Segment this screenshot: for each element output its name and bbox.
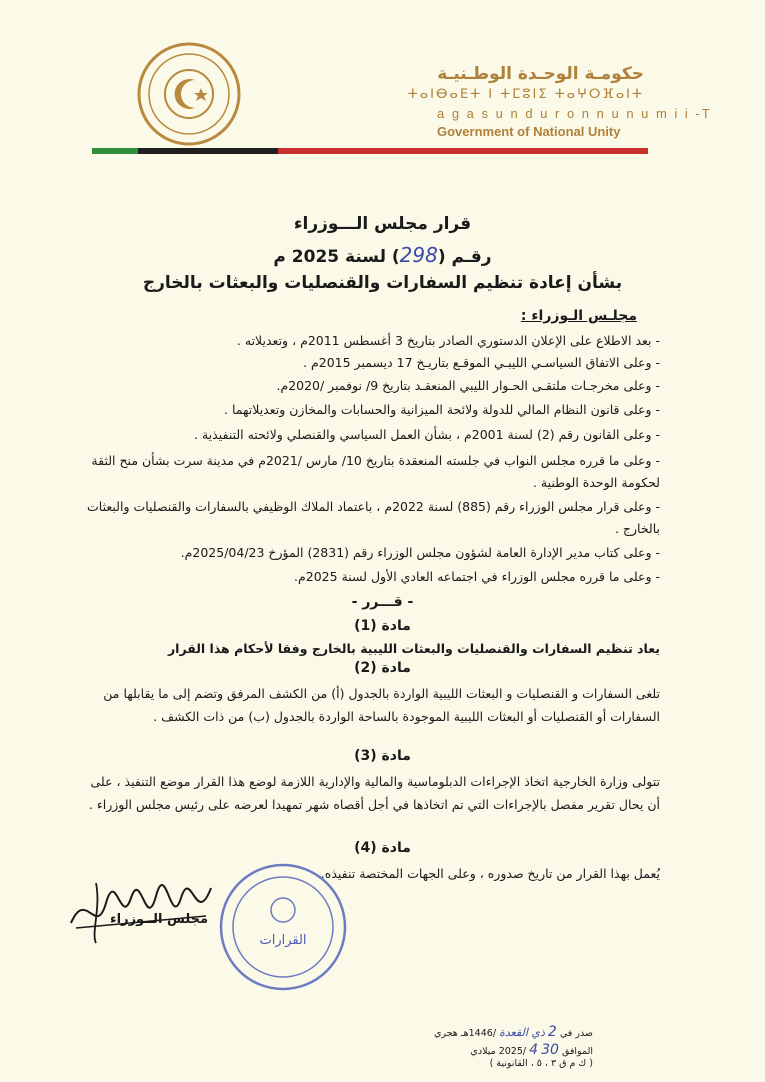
decision-title: قرار مجلس الـــوزراء [293,214,472,234]
preamble-item: - وعلى الاتفاق السياسـي الليبـي الموقـع بتاريـخ 17 ديسمبر 2015م . [303,355,660,370]
footer-issued-year: /1446هـ هجري [434,1028,497,1039]
footer-reference: ( ك م ق ٣ ، ٥ ، القانونية ) [489,1058,593,1069]
article-text: تتولى وزارة الخارجية اتخاذ الإجراءات الدبلوماسية والمالية والإدارية اللازمة لوضع هذا القرار موضع التنفيذ ، على أن يحال تقرير مفصل بالإجراءات التي تم اتخاذها في أجل أقصاه شهر تمهيدا لعرضه على رئيس مجلس الوزراء . [88,774,660,812]
flag-color-bar [92,148,648,154]
footer-corr-year: /2025 ميلادي [470,1046,527,1057]
gov-name-english: Government of National Unity [437,124,621,139]
article-heading: مادة (3) [354,748,411,764]
flag-black-segment [138,148,278,154]
signature-icon [66,868,216,948]
footer-corr-day: 30 [541,1042,559,1058]
decision-subject: بشأن إعادة تنظيم السفارات والقنصليات والبعثات بالخارج [142,273,623,293]
footer-corresponding-label: الموافق [561,1046,593,1057]
footer-corr-month: 4 [529,1042,539,1058]
council-label: مجلـس الـوزراء : [520,308,637,324]
footer-issued-month: ذي القعدة [499,1026,545,1039]
decision-number-suffix: ) لسنة 2025 م [273,247,400,267]
signature-label: مجلس الــوزراء [110,912,209,927]
footer-corresponding [470,1042,593,1058]
preamble-item: - وعلى مخرجـات ملتقـى الحـوار الليبي المنعقـد بتاريخ 9/ نوفمبر /2020م. [276,378,660,393]
preamble-item: - وعلى قانون النظام المالي للدولة ولائحة الميزانية والحسابات والمخازن وتعديلاتهما . [224,402,660,417]
decided-heading: - قـــرر - [351,594,414,610]
footer-issued [434,1024,593,1040]
libya-emblem-icon [137,42,241,146]
decision-number-line [0,243,765,267]
flag-green-segment [92,148,138,154]
footer-issued-day: 2 [547,1024,557,1040]
preamble-item: - وعلى كتاب مدير الإدارة العامة لشؤون مجلس الوزراء رقم (2831) المؤرخ 2025/04/23م. [180,545,660,560]
decision-number: 298 [399,243,438,267]
gov-name-arabic: حكومـة الوحـدة الوطـنيـة [437,64,644,84]
gov-name-amazigh-latin: a g a s u n d u r o n n u n u m i i -T [437,106,712,121]
article-heading: مادة (4) [354,840,411,856]
article-heading: مادة (2) [354,660,411,676]
article-text: تلغى السفارات و القنصليات و البعثات الليبية الواردة بالجدول (أ) من الكشف المرفق وتضم إلى ما يقابلها من السفارات أو القنصليات أو البعثات الليبية الموجودة بالساحة الواردة بالجدول (ب) من ذات الكشف . [103,686,660,724]
preamble-item: - بعد الاطلاع على الإعلان الدستوري الصادر بتاريخ 3 أغسطس 2011م ، وتعديلاته . [236,333,660,348]
flag-red-segment [278,148,648,154]
footer-issued-label: صدر في [559,1028,593,1039]
preamble-item: - وعلى ما قرره مجلس الوزراء في اجتماعه العادي الأول لسنة 2025م. [294,569,660,584]
stamp-text: القرارات [259,933,307,948]
preamble-item: - وعلى القانون رقم (2) لسنة 2001م ، بشأن العمل السياسي والقنصلي ولائحته التنفيذية . [194,427,660,442]
article-text: يعاد تنظيم السفارات والقنصليات والبعثات الليبية بالخارج وفقا لأحكام هذا القرار [167,641,660,656]
decision-number-prefix: رقـم ( [437,247,492,267]
preamble-item: - وعلى قرار مجلس الوزراء رقم (885) لسنة 2022م ، باعتماد الملاك الوظيفي بالسفارات والقنصليات والبعثات بالخارج . [87,499,660,536]
article-heading: مادة (1) [354,618,411,634]
preamble-item: - وعلى ما قرره مجلس النواب في جلسته المنعقدة بتاريخ 10/ مارس /2021م في مدينة سرت بشأن منح الثقة لحكومة الوحدة الوطنية . [91,453,660,490]
article-text: يُعمل بهذا القرار من تاريخ صدوره ، وعلى الجهات المختصة تنفيذه. [320,866,660,881]
official-stamp-icon [218,862,348,992]
gov-name-tifinagh: ⵜⴰⵏⴱⴰⴹⵜ ⵏ ⵜⵎⵓⵏⵉ ⵜⴰⵖⵔⴼⴰⵏⵜ [407,87,644,102]
